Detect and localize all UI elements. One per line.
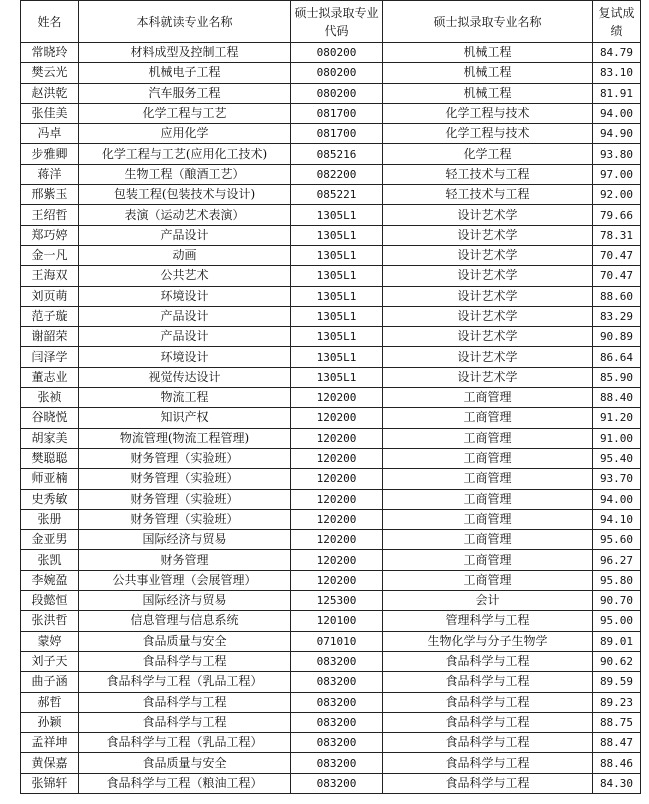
score-cell: 88.60	[593, 286, 641, 306]
table-row	[21, 306, 641, 326]
score-cell: 70.47	[593, 245, 641, 265]
master-code-cell: 1305L1	[291, 245, 383, 265]
master-major-cell: 食品科学与工程	[383, 712, 593, 732]
score-cell: 95.40	[593, 448, 641, 468]
master-code-cell: 081700	[291, 103, 383, 123]
master-major-cell: 管理科学与工程	[383, 611, 593, 631]
score-cell: 92.00	[593, 185, 641, 205]
header-master-major: 硕士拟录取专业名称	[383, 1, 593, 43]
undergrad-major-cell: 财务管理（实验班）	[79, 448, 291, 468]
table-row	[21, 245, 641, 265]
name-cell: 金一凡	[21, 245, 79, 265]
score-cell: 91.00	[593, 428, 641, 448]
master-major-cell: 工商管理	[383, 570, 593, 590]
score-cell: 96.27	[593, 550, 641, 570]
master-major-cell: 设计艺术学	[383, 327, 593, 347]
table-row	[21, 469, 641, 489]
master-code-cell: 080200	[291, 83, 383, 103]
table-row	[21, 489, 641, 509]
name-cell: 常晓玲	[21, 43, 79, 63]
score-cell: 90.62	[593, 651, 641, 671]
table-row	[21, 550, 641, 570]
master-major-cell: 食品科学与工程	[383, 651, 593, 671]
master-code-cell: 1305L1	[291, 286, 383, 306]
master-code-cell: 080200	[291, 43, 383, 63]
undergrad-major-cell: 物流管理(物流工程管理)	[79, 428, 291, 448]
master-major-cell: 轻工技术与工程	[383, 185, 593, 205]
score-cell: 88.47	[593, 733, 641, 753]
master-code-cell: 1305L1	[291, 205, 383, 225]
master-code-cell: 071010	[291, 631, 383, 651]
master-major-cell: 工商管理	[383, 428, 593, 448]
score-cell: 88.75	[593, 712, 641, 732]
undergrad-major-cell: 动画	[79, 245, 291, 265]
undergrad-major-cell: 财务管理（实验班）	[79, 489, 291, 509]
name-cell: 张凯	[21, 550, 79, 570]
score-cell: 97.00	[593, 164, 641, 184]
table-row	[21, 327, 641, 347]
table-row	[21, 83, 641, 103]
undergrad-major-cell: 食品科学与工程	[79, 712, 291, 732]
master-major-cell: 食品科学与工程	[383, 753, 593, 773]
score-cell: 83.10	[593, 63, 641, 83]
table-row	[21, 286, 641, 306]
name-cell: 董志业	[21, 367, 79, 387]
undergrad-major-cell: 财务管理	[79, 550, 291, 570]
master-code-cell: 083200	[291, 773, 383, 793]
admission-table	[20, 0, 641, 794]
name-cell: 张祯	[21, 388, 79, 408]
master-code-cell: 083200	[291, 672, 383, 692]
master-major-cell: 设计艺术学	[383, 306, 593, 326]
name-cell: 赵洪乾	[21, 83, 79, 103]
table-row	[21, 103, 641, 123]
score-cell: 94.10	[593, 509, 641, 529]
name-cell: 孟祥坤	[21, 733, 79, 753]
undergrad-major-cell: 公共艺术	[79, 266, 291, 286]
score-cell: 94.00	[593, 103, 641, 123]
score-cell: 89.23	[593, 692, 641, 712]
score-cell: 88.40	[593, 388, 641, 408]
table-row	[21, 448, 641, 468]
name-cell: 冯卓	[21, 124, 79, 144]
undergrad-major-cell: 食品科学与工程（乳品工程）	[79, 672, 291, 692]
master-code-cell: 120200	[291, 428, 383, 448]
undergrad-major-cell: 食品科学与工程	[79, 651, 291, 671]
master-major-cell: 工商管理	[383, 388, 593, 408]
name-cell: 张佳美	[21, 103, 79, 123]
name-cell: 金亚男	[21, 530, 79, 550]
master-major-cell: 设计艺术学	[383, 367, 593, 387]
score-cell: 93.80	[593, 144, 641, 164]
undergrad-major-cell: 产品设计	[79, 327, 291, 347]
master-major-cell: 工商管理	[383, 509, 593, 529]
score-cell: 70.47	[593, 266, 641, 286]
score-cell: 93.70	[593, 469, 641, 489]
score-cell: 84.30	[593, 773, 641, 793]
master-code-cell: 120200	[291, 509, 383, 529]
table-row	[21, 185, 641, 205]
table-row	[21, 43, 641, 63]
header-master-code: 硕士拟录取专业代码	[291, 1, 383, 43]
table-row	[21, 733, 641, 753]
master-code-cell: 082200	[291, 164, 383, 184]
undergrad-major-cell: 汽车服务工程	[79, 83, 291, 103]
undergrad-major-cell: 产品设计	[79, 306, 291, 326]
master-major-cell: 化学工程与技术	[383, 124, 593, 144]
score-cell: 88.46	[593, 753, 641, 773]
master-major-cell: 轻工技术与工程	[383, 164, 593, 184]
name-cell: 蒙婷	[21, 631, 79, 651]
score-cell: 83.29	[593, 306, 641, 326]
master-code-cell: 081700	[291, 124, 383, 144]
undergrad-major-cell: 国际经济与贸易	[79, 530, 291, 550]
master-code-cell: 1305L1	[291, 306, 383, 326]
master-major-cell: 机械工程	[383, 43, 593, 63]
table-row	[21, 692, 641, 712]
table-row	[21, 651, 641, 671]
master-code-cell: 083200	[291, 753, 383, 773]
undergrad-major-cell: 环境设计	[79, 286, 291, 306]
master-major-cell: 机械工程	[383, 83, 593, 103]
master-major-cell: 工商管理	[383, 489, 593, 509]
table-row	[21, 591, 641, 611]
score-cell: 95.60	[593, 530, 641, 550]
master-major-cell: 工商管理	[383, 448, 593, 468]
header-score: 复试成绩	[593, 1, 641, 43]
name-cell: 谢韶荣	[21, 327, 79, 347]
name-cell: 刘子天	[21, 651, 79, 671]
table-row	[21, 63, 641, 83]
table-row	[21, 631, 641, 651]
undergrad-major-cell: 产品设计	[79, 225, 291, 245]
name-cell: 张锦轩	[21, 773, 79, 793]
undergrad-major-cell: 财务管理（实验班）	[79, 509, 291, 529]
master-major-cell: 设计艺术学	[383, 266, 593, 286]
undergrad-major-cell: 物流工程	[79, 388, 291, 408]
master-code-cell: 120200	[291, 408, 383, 428]
name-cell: 郑巧婷	[21, 225, 79, 245]
name-cell: 王海双	[21, 266, 79, 286]
score-cell: 79.66	[593, 205, 641, 225]
master-code-cell: 120200	[291, 469, 383, 489]
name-cell: 胡家美	[21, 428, 79, 448]
undergrad-major-cell: 食品科学与工程	[79, 692, 291, 712]
master-code-cell: 120200	[291, 448, 383, 468]
master-major-cell: 工商管理	[383, 550, 593, 570]
master-major-cell: 设计艺术学	[383, 286, 593, 306]
name-cell: 步雅卿	[21, 144, 79, 164]
table-row	[21, 611, 641, 631]
master-code-cell: 1305L1	[291, 347, 383, 367]
master-major-cell: 食品科学与工程	[383, 692, 593, 712]
header-name: 姓名	[21, 1, 79, 43]
score-cell: 94.00	[593, 489, 641, 509]
name-cell: 段懿恒	[21, 591, 79, 611]
undergrad-major-cell: 包装工程(包装技术与设计)	[79, 185, 291, 205]
table-row	[21, 408, 641, 428]
undergrad-major-cell: 知识产权	[79, 408, 291, 428]
master-code-cell: 120200	[291, 550, 383, 570]
score-cell: 85.90	[593, 367, 641, 387]
name-cell: 刘页萌	[21, 286, 79, 306]
undergrad-major-cell: 生物工程（酿酒工艺）	[79, 164, 291, 184]
table-row	[21, 712, 641, 732]
undergrad-major-cell: 食品质量与安全	[79, 753, 291, 773]
master-major-cell: 工商管理	[383, 530, 593, 550]
table-row	[21, 753, 641, 773]
master-code-cell: 120200	[291, 489, 383, 509]
master-major-cell: 会计	[383, 591, 593, 611]
table-row	[21, 672, 641, 692]
undergrad-major-cell: 环境设计	[79, 347, 291, 367]
name-cell: 张册	[21, 509, 79, 529]
master-major-cell: 工商管理	[383, 469, 593, 489]
table-row	[21, 388, 641, 408]
master-major-cell: 设计艺术学	[383, 205, 593, 225]
master-code-cell: 083200	[291, 651, 383, 671]
master-code-cell: 085221	[291, 185, 383, 205]
name-cell: 谷晓悦	[21, 408, 79, 428]
undergrad-major-cell: 财务管理（实验班）	[79, 469, 291, 489]
name-cell: 孙颖	[21, 712, 79, 732]
undergrad-major-cell: 化学工程与工艺	[79, 103, 291, 123]
master-code-cell: 1305L1	[291, 367, 383, 387]
table-header-row	[21, 1, 641, 43]
name-cell: 王绍哲	[21, 205, 79, 225]
table-row	[21, 773, 641, 793]
master-major-cell: 食品科学与工程	[383, 733, 593, 753]
name-cell: 樊聪聪	[21, 448, 79, 468]
master-major-cell: 机械工程	[383, 63, 593, 83]
undergrad-major-cell: 化学工程与工艺(应用化工技术)	[79, 144, 291, 164]
name-cell: 范子璇	[21, 306, 79, 326]
name-cell: 史秀敏	[21, 489, 79, 509]
table-row	[21, 266, 641, 286]
table-row	[21, 570, 641, 590]
master-code-cell: 120100	[291, 611, 383, 631]
undergrad-major-cell: 材料成型及控制工程	[79, 43, 291, 63]
table-row	[21, 124, 641, 144]
score-cell: 78.31	[593, 225, 641, 245]
undergrad-major-cell: 公共事业管理（会展管理）	[79, 570, 291, 590]
undergrad-major-cell: 机械电子工程	[79, 63, 291, 83]
name-cell: 黄保嘉	[21, 753, 79, 773]
master-major-cell: 化学工程与技术	[383, 103, 593, 123]
master-code-cell: 125300	[291, 591, 383, 611]
score-cell: 89.01	[593, 631, 641, 651]
score-cell: 84.79	[593, 43, 641, 63]
score-cell: 86.64	[593, 347, 641, 367]
table-row	[21, 144, 641, 164]
name-cell: 张洪哲	[21, 611, 79, 631]
master-code-cell: 083200	[291, 733, 383, 753]
score-cell: 95.80	[593, 570, 641, 590]
undergrad-major-cell: 国际经济与贸易	[79, 591, 291, 611]
master-major-cell: 设计艺术学	[383, 225, 593, 245]
table-body	[21, 43, 641, 794]
master-code-cell: 120200	[291, 570, 383, 590]
undergrad-major-cell: 食品科学与工程（乳品工程）	[79, 733, 291, 753]
score-cell: 89.59	[593, 672, 641, 692]
header-undergrad-major: 本科就读专业名称	[79, 1, 291, 43]
master-code-cell: 080200	[291, 63, 383, 83]
name-cell: 曲子涵	[21, 672, 79, 692]
master-code-cell: 120200	[291, 388, 383, 408]
master-major-cell: 食品科学与工程	[383, 773, 593, 793]
table-row	[21, 164, 641, 184]
master-major-cell: 设计艺术学	[383, 245, 593, 265]
name-cell: 师亚楠	[21, 469, 79, 489]
table-row	[21, 367, 641, 387]
score-cell: 95.00	[593, 611, 641, 631]
name-cell: 邢紫玉	[21, 185, 79, 205]
master-major-cell: 设计艺术学	[383, 347, 593, 367]
score-cell: 94.90	[593, 124, 641, 144]
master-code-cell: 085216	[291, 144, 383, 164]
undergrad-major-cell: 视觉传达设计	[79, 367, 291, 387]
undergrad-major-cell: 表演（运动艺术表演）	[79, 205, 291, 225]
table-row	[21, 205, 641, 225]
master-major-cell: 工商管理	[383, 408, 593, 428]
score-cell: 90.70	[593, 591, 641, 611]
table-row	[21, 530, 641, 550]
table-row	[21, 225, 641, 245]
master-code-cell: 1305L1	[291, 225, 383, 245]
name-cell: 郝哲	[21, 692, 79, 712]
score-cell: 81.91	[593, 83, 641, 103]
name-cell: 蒋洋	[21, 164, 79, 184]
table-row	[21, 509, 641, 529]
undergrad-major-cell: 食品质量与安全	[79, 631, 291, 651]
master-major-cell: 食品科学与工程	[383, 672, 593, 692]
name-cell: 闫泽学	[21, 347, 79, 367]
master-code-cell: 083200	[291, 712, 383, 732]
score-cell: 90.89	[593, 327, 641, 347]
master-code-cell: 083200	[291, 692, 383, 712]
name-cell: 李婉盈	[21, 570, 79, 590]
undergrad-major-cell: 应用化学	[79, 124, 291, 144]
master-major-cell: 生物化学与分子生物学	[383, 631, 593, 651]
table-row	[21, 428, 641, 448]
master-code-cell: 1305L1	[291, 266, 383, 286]
master-code-cell: 1305L1	[291, 327, 383, 347]
table-row	[21, 347, 641, 367]
undergrad-major-cell: 信息管理与信息系统	[79, 611, 291, 631]
master-major-cell: 化学工程	[383, 144, 593, 164]
master-code-cell: 120200	[291, 530, 383, 550]
name-cell: 樊云光	[21, 63, 79, 83]
score-cell: 91.20	[593, 408, 641, 428]
undergrad-major-cell: 食品科学与工程（粮油工程）	[79, 773, 291, 793]
